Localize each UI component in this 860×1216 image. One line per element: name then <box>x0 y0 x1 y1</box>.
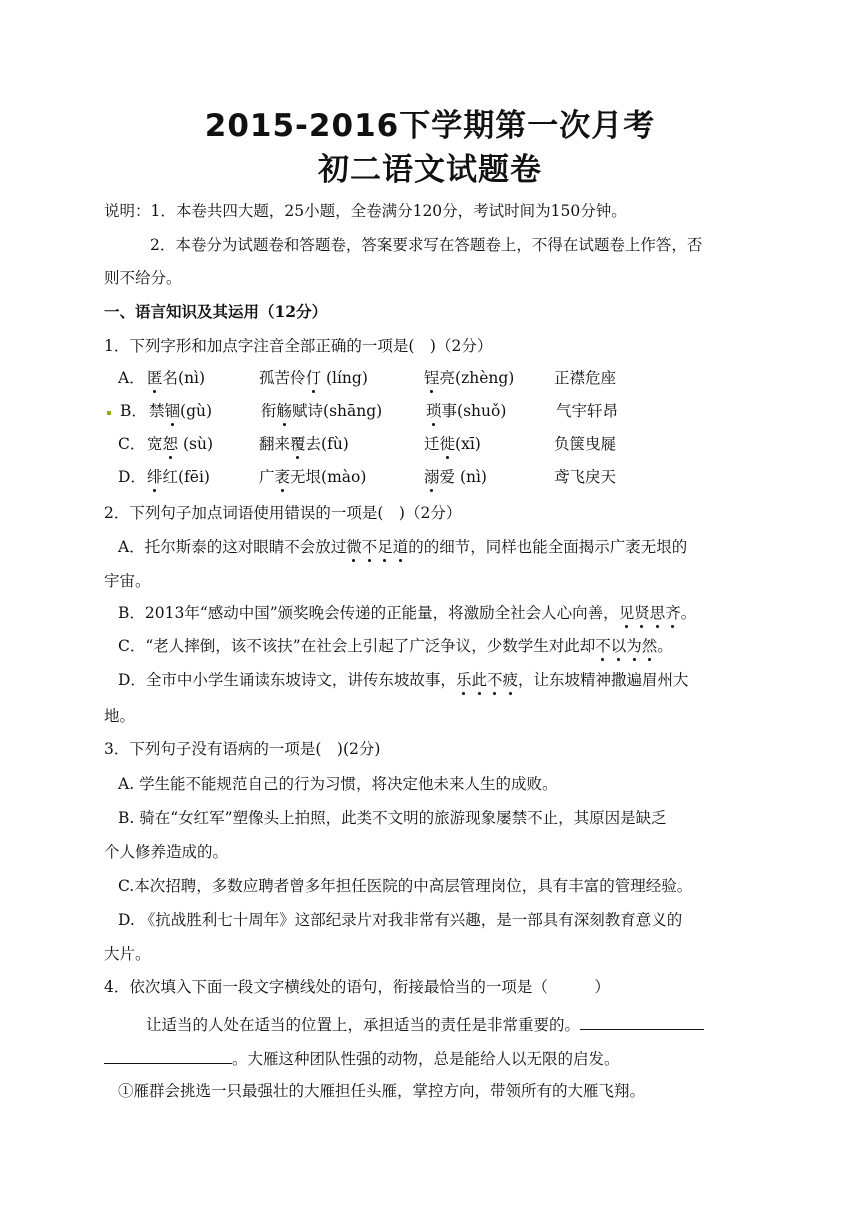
dotted-phrase <box>346 538 408 556</box>
dotted-char: 不 <box>595 634 611 658</box>
dotted-char: 微 <box>346 535 362 559</box>
option-word-3: 锃亮(zhèng) <box>424 366 514 390</box>
question-3-stem: 3．下列句子没有语病的一项是( )(2分) <box>104 740 381 758</box>
option-word-1: 匿名(nì) <box>147 366 205 390</box>
dotted-char: 疲 <box>502 668 518 692</box>
dotted-char: 为 <box>626 634 642 658</box>
option-word-2: 翻来覆去(fù) <box>259 432 349 456</box>
option-word-4: 鸢飞戾天 <box>554 468 617 486</box>
question-2-option-d: D．全市中小学生诵读东坡诗文，讲传东坡故事，乐此不疲，让东坡精神撒遍眉州大 <box>118 668 689 692</box>
question-2-option-b: B．2013年“感动中国”颁奖晚会传递的正能量，将激励全社会人心向善，见贤思齐。 <box>118 601 696 625</box>
question-4-item-1: ①雁群会挑选一只最强壮的大雁担任头雁，掌控方向，带领所有的大雁飞翔。 <box>118 1082 646 1100</box>
instruction-line-3: 则不给分。 <box>104 269 182 287</box>
dotted-char: 乐 <box>456 668 472 692</box>
dotted-phrase <box>456 671 518 689</box>
dotted-char: 思 <box>650 601 666 625</box>
option-label: B． <box>120 402 147 420</box>
dotted-char: 不 <box>487 668 503 692</box>
question-3-option-b: B. 骑在“女红军”塑像头上拍照，此类不文明的旅游现象屡禁不止，其原因是缺乏 <box>118 809 667 827</box>
exam-title: 2015-2016下学期第一次月考 <box>204 108 656 144</box>
dotted-char: 齐 <box>665 601 681 625</box>
instruction-line-2: 2．本卷分为试题卷和答题卷，答案要求写在答题卷上，不得在试题卷上作答，否 <box>150 236 703 254</box>
dotted-char: 见 <box>619 601 635 625</box>
dotted-char: 不 <box>362 535 378 559</box>
question-2-option-d-cont: 地。 <box>104 707 136 725</box>
question-3-option-d-cont: 大片。 <box>104 945 151 963</box>
dotted-char: 然 <box>642 634 658 658</box>
instruction-line-1: 说明：1．本卷共四大题，25小题，全卷满分120分，考试时间为150分钟。 <box>104 202 627 220</box>
option-word-1: 绯红(fēi) <box>147 465 210 489</box>
question-2-option-c: C．“老人摔倒，该不该扶”在社会上引起了广泛争议，少数学生对此却不以为然。 <box>118 634 673 658</box>
dotted-char: 足 <box>377 535 393 559</box>
bullet-marker <box>107 411 111 415</box>
question-3-option-a: A. 学生能不能规范自己的行为习惯，将决定他未来人生的成败。 <box>118 775 558 793</box>
fill-in-blank[interactable] <box>104 1045 232 1064</box>
dotted-char: 以 <box>611 634 627 658</box>
option-word-2: 衔觞赋诗(shāng) <box>261 399 382 423</box>
section-1-heading: 一、语言知识及其运用（12分） <box>104 302 328 321</box>
option-label: D． <box>118 468 146 486</box>
option-word-3: 溺爱 (nì) <box>424 465 487 489</box>
question-4-passage-line-2: 。大雁这种团队性强的动物，总是能给人以无限的启发。 <box>104 1045 620 1071</box>
question-2-stem: 2．下列句子加点词语使用错误的一项是( )（2分） <box>104 504 462 522</box>
dotted-char: 此 <box>471 668 487 692</box>
question-1-stem: 1．下列字形和加点字注音全部正确的一项是( )（2分） <box>104 337 493 355</box>
option-word-4: 负箧曳屣 <box>554 435 617 453</box>
option-word-3: 琐事(shuǒ) <box>426 399 506 423</box>
option-label: A． <box>118 369 145 387</box>
option-word-1: 禁锢(gù) <box>149 399 212 423</box>
dotted-phrase <box>619 604 681 622</box>
question-2-option-a-cont: 宇宙。 <box>104 572 151 590</box>
option-label: C． <box>118 435 146 453</box>
option-word-1: 宽恕 (sù) <box>147 432 213 456</box>
dotted-char: 道 <box>393 535 409 559</box>
question-3-option-b-cont: 个人修养造成的。 <box>104 843 229 861</box>
question-4-passage-line-1: 让适当的人处在适当的位置上，承担适当的责任是非常重要的。 <box>146 1011 704 1037</box>
question-3-option-c: C.本次招聘，多数应聘者曾多年担任医院的中高层管理岗位，具有丰富的管理经验。 <box>118 877 693 895</box>
option-word-2: 广袤无垠(mào) <box>259 465 366 489</box>
option-word-4: 气宇轩昂 <box>556 402 619 420</box>
dotted-phrase <box>595 637 657 655</box>
dotted-char: 贤 <box>634 601 650 625</box>
option-word-2: 孤苦伶仃 (líng) <box>259 366 368 390</box>
option-word-3: 迁徙(xī) <box>424 432 481 456</box>
question-4-stem: 4．依次填入下面一段文字横线处的语句，衔接最恰当的一项是（ ） <box>104 978 610 996</box>
exam-subtitle: 初二语文试题卷 <box>318 152 542 188</box>
question-3-option-d: D. 《抗战胜利七十周年》这部纪录片对我非常有兴趣，是一部具有深刻教育意义的 <box>118 911 683 929</box>
fill-in-blank[interactable] <box>580 1011 704 1030</box>
question-2-option-a: A．托尔斯泰的这对眼睛不会放过微不足道的的细节，同样也能全面揭示广袤无垠的 <box>118 535 687 559</box>
option-word-4: 正襟危座 <box>554 369 617 387</box>
